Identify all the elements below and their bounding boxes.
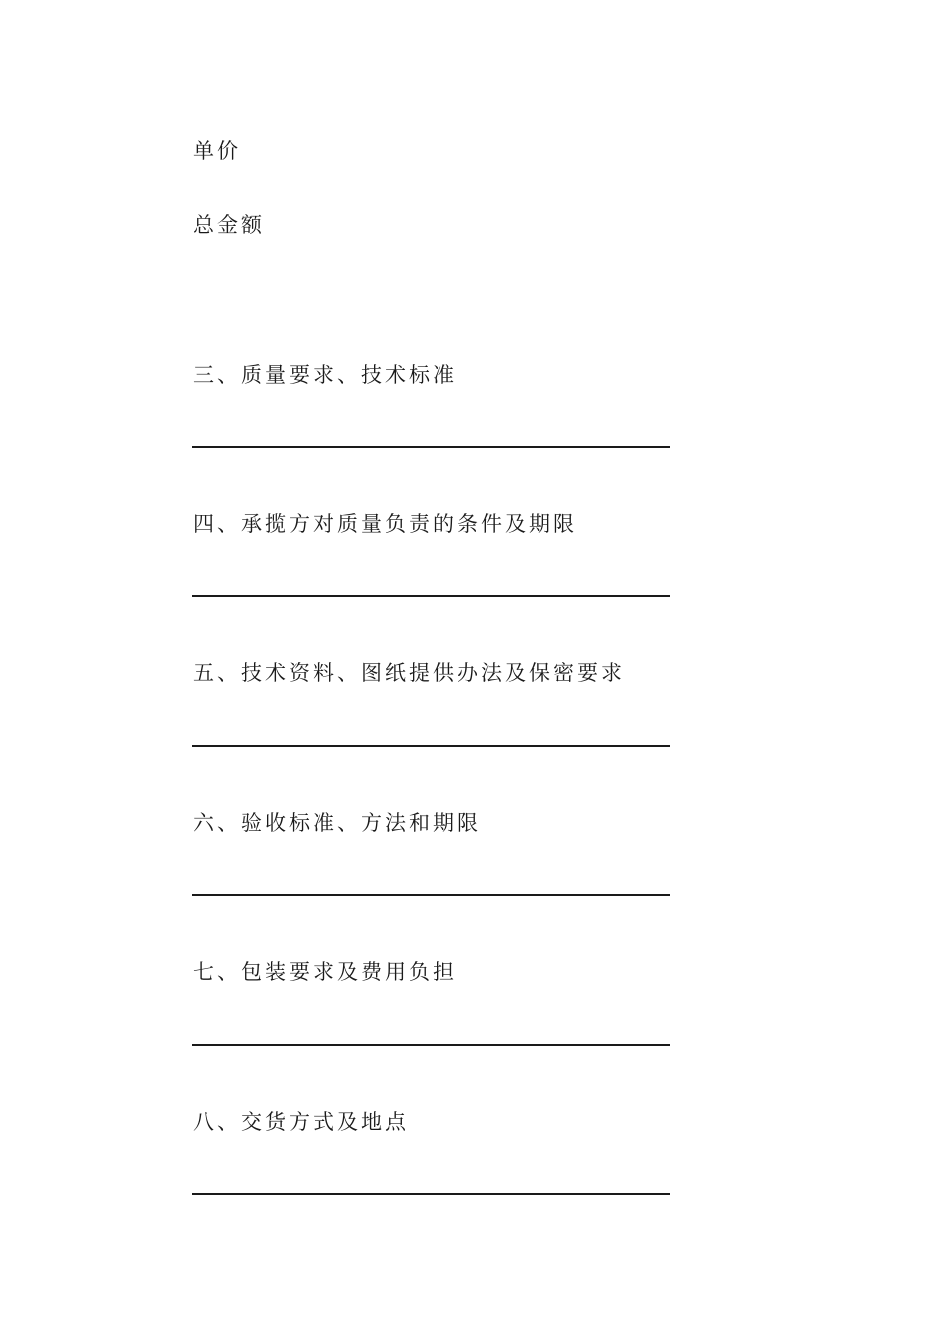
section-heading: 三、质量要求、技术标准: [193, 363, 457, 387]
section-heading: 四、承揽方对质量负责的条件及期限: [193, 512, 577, 536]
fill-in-blank-line[interactable]: [192, 446, 670, 448]
section-heading: 六、验收标准、方法和期限: [193, 811, 481, 835]
fill-in-blank-line[interactable]: [192, 595, 670, 597]
total-amount-label: 总金额: [193, 213, 265, 237]
fill-in-blank-line[interactable]: [192, 745, 670, 747]
fill-in-blank-line[interactable]: [192, 1044, 670, 1046]
section-heading: 五、技术资料、图纸提供办法及保密要求: [193, 661, 625, 685]
unit-price-label: 单价: [193, 139, 241, 163]
section-heading: 八、交货方式及地点: [193, 1110, 409, 1134]
fill-in-blank-line[interactable]: [192, 1193, 670, 1195]
fill-in-blank-line[interactable]: [192, 894, 670, 896]
section-heading: 七、包装要求及费用负担: [193, 960, 457, 984]
